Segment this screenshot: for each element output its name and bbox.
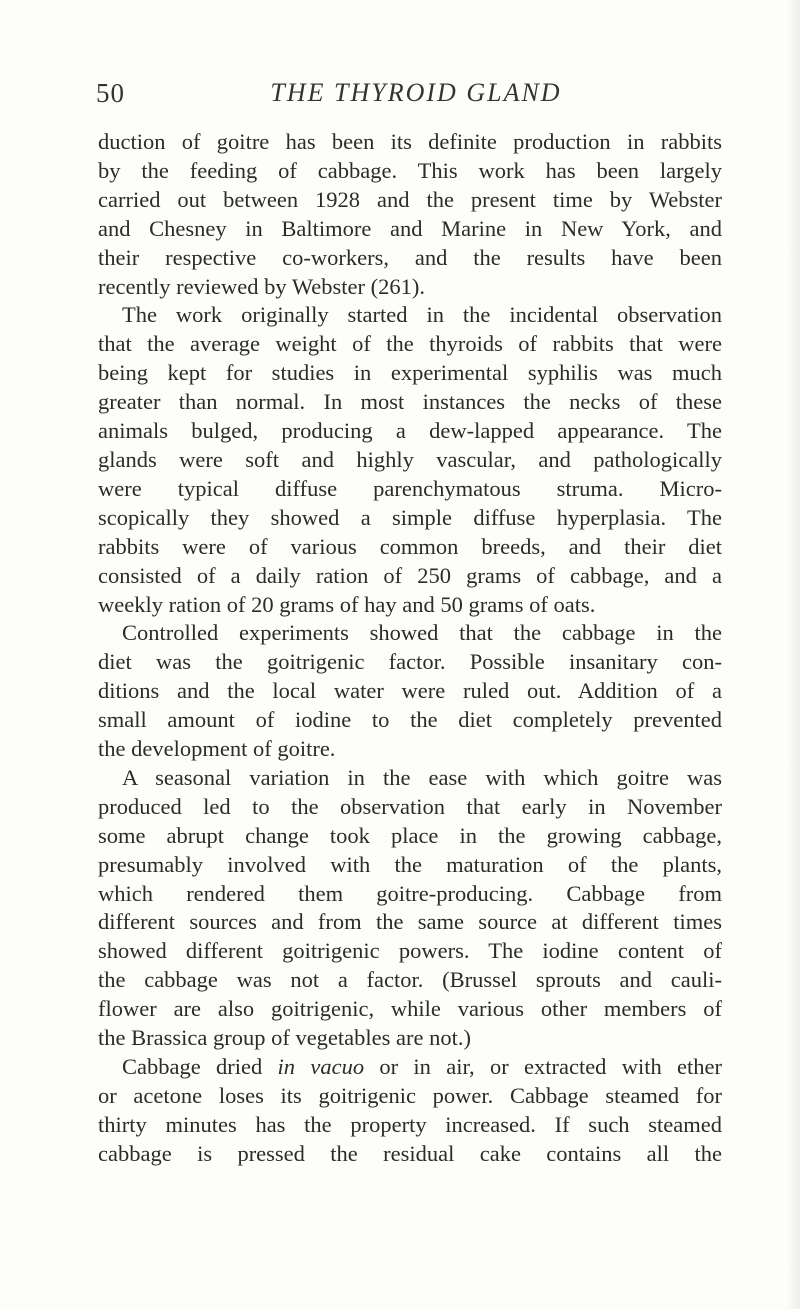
text-line: animals bulged, producing a dew-lapped appearance. The	[98, 418, 722, 444]
text-line: some abrupt change took place in the growing cabbage,	[98, 822, 722, 848]
page-edge-shadow	[786, 0, 800, 1309]
text-line: carried out between 1928 and the present time by Webster	[98, 186, 722, 212]
body-text	[98, 128, 722, 1169]
text-line: cabbage is pressed the residual cake contains all the	[98, 1140, 722, 1166]
text-line: thirty minutes has the property increased. If such steamed	[98, 1111, 722, 1137]
text-line: scopically they showed a simple diffuse hyperplasia. The	[98, 504, 722, 530]
text-line: glands were soft and highly vascular, and pathologically	[98, 446, 722, 472]
text-line: Cabbage dried in vacuo or in air, or extracted with ether	[122, 1054, 722, 1079]
text-line: were typical diffuse parenchymatous struma. Micro-	[98, 475, 722, 501]
text-line: showed different goitrigenic powers. The iodine content of	[98, 938, 722, 964]
text-line: which rendered them goitre-producing. Cabbage from	[98, 880, 722, 906]
text-line: consisted of a daily ration of 250 grams of cabbage, and a	[98, 562, 722, 588]
text-line: recently reviewed by Webster (261).	[98, 273, 426, 299]
text-line: produced led to the observation that early in November	[98, 793, 722, 819]
text-line: by the feeding of cabbage. This work has been largely	[98, 157, 722, 183]
text-line: or acetone loses its goitrigenic power. Cabbage steamed for	[98, 1082, 722, 1108]
text-line: Controlled experiments showed that the cabbage in the	[122, 620, 722, 646]
text-line: the development of goitre.	[98, 736, 336, 762]
text-line: rabbits were of various common breeds, and their diet	[98, 533, 722, 559]
text-line: that the average weight of the thyroids of rabbits that were	[98, 331, 722, 357]
text-line: greater than normal. In most instances the necks of these	[98, 389, 722, 415]
text-line: the Brassica group of vegetables are not.)	[98, 1025, 471, 1051]
text-line: being kept for studies in experimental syphilis was much	[98, 360, 722, 386]
text-line: A seasonal variation in the ease with which goitre was	[122, 764, 722, 790]
text-line: flower are also goitrigenic, while various other members of	[98, 996, 722, 1022]
text-line: small amount of iodine to the diet completely prevented	[98, 707, 722, 733]
text-line: presumably involved with the maturation of the plants,	[98, 851, 722, 877]
page-number: 50	[96, 78, 125, 108]
text-line: and Chesney in Baltimore and Marine in New York, and	[98, 215, 722, 241]
running-title: THE THYROID GLAND	[270, 78, 562, 107]
text-line: duction of goitre has been its definite production in rabbits	[98, 129, 722, 154]
text-line: weekly ration of 20 grams of hay and 50 grams of oats.	[98, 591, 596, 617]
text-line: their respective co-workers, and the results have been	[98, 244, 722, 270]
text-line: different sources and from the same source at different times	[98, 909, 722, 935]
running-head	[96, 78, 736, 118]
text-line: The work originally started in the incidental observation	[122, 302, 722, 328]
text-line: diet was the goitrigenic factor. Possible insanitary con-	[98, 649, 722, 675]
text-line: the cabbage was not a factor. (Brussel sprouts and cauli-	[98, 967, 722, 993]
text-line: ditions and the local water were ruled out. Addition of a	[98, 678, 722, 704]
